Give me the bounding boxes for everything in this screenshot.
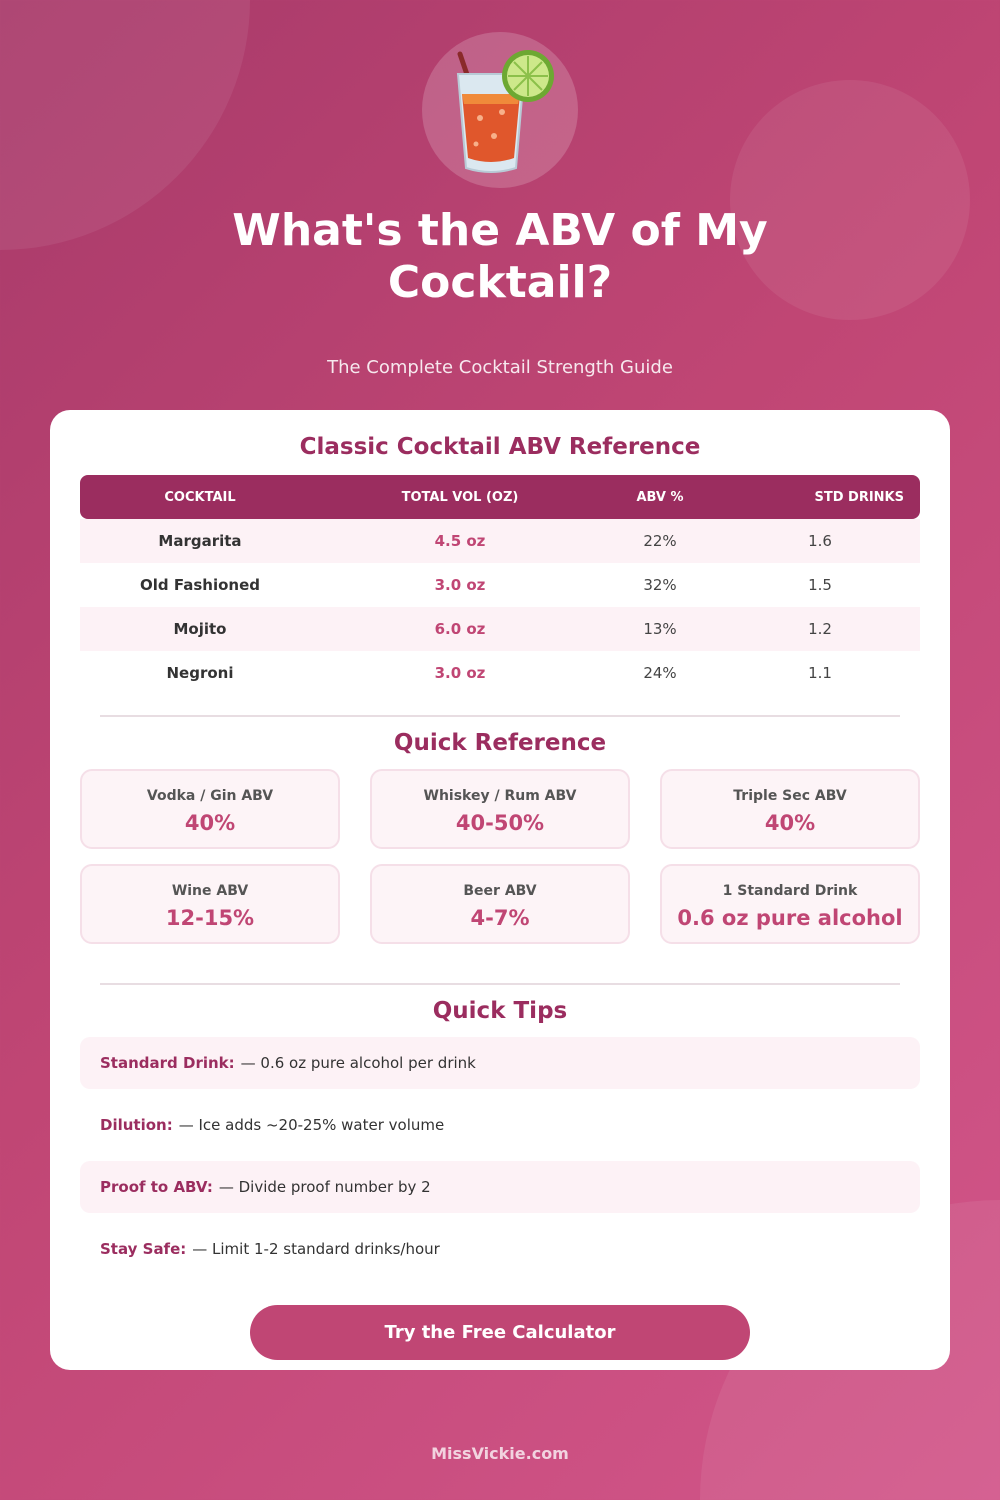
reference-label: 1 Standard Drink — [722, 883, 858, 899]
quick-reference-title: Quick Reference — [393, 730, 607, 756]
page-title: What's the ABV of My Cocktail? — [232, 205, 768, 308]
tip-text: — Limit 1-2 standard drinks/hour — [192, 1240, 440, 1258]
abv-reference-table — [80, 475, 920, 695]
reference-value: 40% — [184, 811, 236, 835]
cell-abv: 24% — [643, 664, 677, 682]
cell-cocktail: Margarita — [158, 532, 242, 550]
page-subtitle: The Complete Cocktail Strength Guide — [327, 357, 673, 378]
reference-label: Wine ABV — [171, 883, 249, 899]
reference-box — [370, 769, 630, 849]
tropical-drink-icon — [450, 46, 560, 176]
tip-item — [80, 1099, 920, 1151]
tip-text: — Divide proof number by 2 — [218, 1178, 431, 1196]
tip-label: Proof to ABV: — [100, 1178, 213, 1196]
footer-brand-link[interactable]: MissVickie.com — [431, 1444, 569, 1463]
tip-text: — Ice adds ~20-25% water volume — [178, 1116, 445, 1134]
column-header-std-drinks: STD DRINKS — [814, 489, 904, 505]
tip-text: — 0.6 oz pure alcohol per drink — [240, 1054, 476, 1072]
tip-item — [80, 1161, 920, 1213]
reference-table-title: Classic Cocktail ABV Reference — [299, 434, 701, 460]
cell-cocktail: Mojito — [173, 620, 227, 638]
table-row — [80, 651, 920, 695]
reference-value: 0.6 oz pure alcohol — [677, 906, 903, 930]
cell-std-drinks: 1.1 — [808, 664, 832, 682]
reference-label: Vodka / Gin ABV — [146, 788, 274, 804]
tip-label: Stay Safe: — [100, 1240, 187, 1258]
cell-std-drinks: 1.2 — [808, 620, 832, 638]
try-calculator-button[interactable]: Try the Free Calculator — [250, 1305, 750, 1360]
tip-item — [80, 1037, 920, 1089]
reference-label: Beer ABV — [463, 883, 537, 899]
reference-value: 4-7% — [470, 906, 530, 930]
reference-label: Triple Sec ABV — [733, 788, 847, 804]
section-divider — [100, 715, 900, 717]
reference-box — [80, 769, 340, 849]
cell-volume: 4.5 oz — [434, 532, 486, 550]
tip-item — [80, 1223, 920, 1275]
tip-label: Standard Drink: — [100, 1054, 235, 1072]
reference-box — [370, 864, 630, 944]
hero-icon-badge — [422, 32, 578, 188]
reference-box — [80, 864, 340, 944]
cell-volume: 6.0 oz — [434, 620, 486, 638]
tip-label: Dilution: — [100, 1116, 173, 1134]
table-header — [80, 475, 920, 519]
quick-tips-list — [80, 1037, 920, 1285]
cell-volume: 3.0 oz — [434, 576, 486, 594]
cell-std-drinks: 1.6 — [808, 532, 832, 550]
column-header-abv: ABV % — [636, 489, 684, 505]
reference-label: Whiskey / Rum ABV — [423, 788, 577, 804]
table-row — [80, 563, 920, 607]
table-row — [80, 607, 920, 651]
quick-tips-title: Quick Tips — [432, 998, 568, 1024]
reference-value: 40-50% — [455, 811, 545, 835]
column-header-volume: TOTAL VOL (OZ) — [401, 489, 519, 505]
cell-volume: 3.0 oz — [434, 664, 486, 682]
cell-abv: 22% — [643, 532, 677, 550]
column-header-cocktail: COCKTAIL — [164, 489, 236, 505]
cell-abv: 32% — [643, 576, 677, 594]
reference-value: 12-15% — [165, 906, 255, 930]
cell-abv: 13% — [643, 620, 677, 638]
reference-box — [660, 864, 920, 944]
section-divider — [100, 983, 900, 985]
cell-cocktail: Negroni — [166, 664, 234, 682]
reference-box — [660, 769, 920, 849]
cell-cocktail: Old Fashioned — [140, 576, 260, 594]
table-row — [80, 519, 920, 563]
content-card — [50, 410, 950, 1370]
cell-std-drinks: 1.5 — [808, 576, 832, 594]
reference-value: 40% — [764, 811, 816, 835]
